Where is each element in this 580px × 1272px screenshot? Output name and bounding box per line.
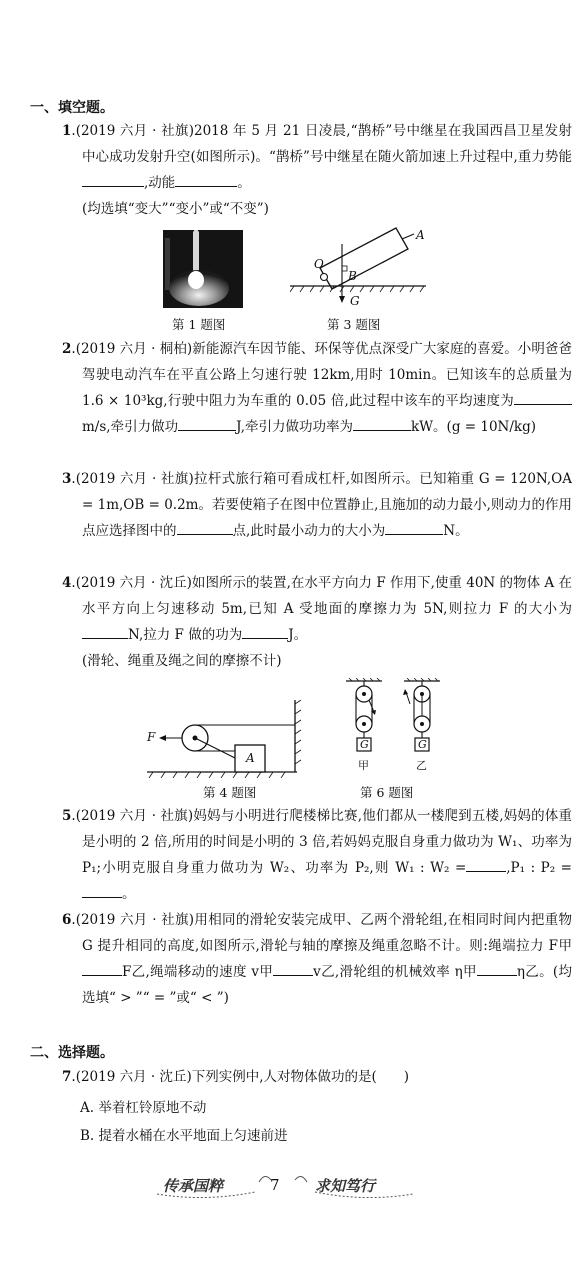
label-gravity-g: G	[350, 294, 360, 308]
answer-blank[interactable]	[82, 883, 122, 898]
question-1	[62, 118, 572, 222]
question-text: m/s,牵引力做功	[82, 419, 179, 435]
question-text: .(2019 六月 · 沈丘)下列实例中,人对物体做功的是( )	[71, 1069, 410, 1085]
question-text: ,动能	[144, 175, 176, 191]
question-text: .(2019 六月 · 桐柏)新能源汽车因节能、环保等优点深受广大家庭的喜爱。小明爸爸驾驶电动汽车在平直公路上匀速行驶 12km,用时 10min。已知该车的总质量为 1.6 × 10³kg,行驶中阻力为车重的 0.05 倍,此过程中该车的平均速度为	[71, 341, 572, 409]
question-number: 4	[62, 575, 72, 591]
figure-3-suitcase-lever	[290, 224, 430, 310]
question-text: .(2019 六月 · 社旗)拉杆式旅行箱可看成杠杆,如图所示。已知箱重 G = 120N,OA = 1m,OB = 0.2m。若要使箱子在图中位置静止,且施加的动力最小,则动力的作用点应选择图中的	[71, 471, 572, 539]
question-text: J。	[288, 627, 308, 643]
question-3	[62, 466, 572, 544]
option-a[interactable]: A. 举着杠铃原地不动	[80, 1100, 207, 1116]
question-text: η乙。(均选填“ > ”“ = ”或“ < ”)	[82, 964, 572, 1006]
question-7	[62, 1064, 572, 1090]
question-text: 。	[122, 886, 136, 902]
answer-blank[interactable]	[514, 390, 572, 405]
option-b[interactable]: B. 提着水桶在水平地面上匀速前进	[80, 1128, 288, 1144]
question-text: .(2019 六月 · 社旗)妈妈与小明进行爬楼梯比赛,他们都从一楼爬到五楼,妈妈的体重是小明的 2 倍,所用的时间是小明的 3 倍,若妈妈克服自身重力做功为 W₁、功率为 P₁;小明克服自身重力做功为 W₂、功率为 P₂,则 W₁ : W₂ =	[71, 808, 572, 876]
question-note: (均选填“变大”“变小”或“不变”)	[82, 201, 269, 217]
question-text: v乙,滑轮组的机械效率 η甲	[313, 964, 477, 980]
question-5	[62, 803, 572, 907]
label-yi: 乙	[416, 759, 427, 772]
label-block-a: A	[246, 751, 255, 765]
label-weight-g-jia: G	[360, 738, 369, 751]
answer-blank[interactable]	[82, 172, 144, 187]
page-number: 7	[270, 1176, 280, 1194]
figure-6-caption: 第 6 题图	[360, 785, 414, 800]
answer-blank[interactable]	[82, 624, 128, 639]
figure-4-pulley-block	[145, 700, 310, 778]
figure-4-caption: 第 4 题图	[203, 785, 257, 800]
label-point-b: B	[348, 269, 357, 283]
section-heading-multiple-choice: 二、选择题。	[30, 1045, 114, 1061]
question-text: N,拉力 F 做的功为	[128, 627, 243, 643]
question-6	[62, 907, 572, 1011]
label-point-o: O	[314, 257, 324, 271]
answer-blank[interactable]	[82, 961, 122, 976]
answer-blank[interactable]	[177, 520, 233, 535]
answer-blank[interactable]	[175, 172, 237, 187]
question-number: 1	[62, 123, 72, 139]
question-text: N。	[443, 523, 469, 539]
answer-blank[interactable]	[178, 416, 236, 431]
label-jia: 甲	[358, 759, 369, 772]
question-text: ,P₁ : P₂ =	[506, 860, 572, 876]
answer-blank[interactable]	[385, 520, 443, 535]
answer-blank[interactable]	[466, 857, 506, 872]
question-4	[62, 570, 572, 674]
question-note: (滑轮、绳重及绳之间的摩擦不计)	[82, 653, 282, 669]
footer-left-slogan: 传承国粹	[163, 1177, 224, 1195]
answer-blank[interactable]	[353, 416, 411, 431]
label-force-f: F	[147, 730, 156, 744]
page-footer	[155, 1172, 415, 1202]
label-point-a: A	[416, 228, 425, 242]
answer-blank[interactable]	[477, 961, 517, 976]
question-number: 3	[62, 471, 72, 487]
figure-6-pulley-systems	[340, 678, 450, 780]
question-text: F乙,绳端移动的速度 v甲	[122, 964, 274, 980]
question-number: 2	[62, 341, 72, 357]
figure-1-caption: 第 1 题图	[172, 317, 226, 332]
question-number: 6	[62, 912, 72, 928]
question-number: 5	[62, 808, 72, 824]
question-2	[62, 336, 572, 440]
footer-right-slogan: 求知笃行	[315, 1177, 376, 1195]
figure-3-caption: 第 3 题图	[327, 317, 381, 332]
section-heading-fill-blank: 一、填空题。	[30, 100, 114, 116]
question-text: .(2019 六月 · 社旗)用相同的滑轮安装完成甲、乙两个滑轮组,在相同时间内把重物 G 提升相同的高度,如图所示,滑轮与轴的摩擦及绳重忽略不计。则:绳端拉力 F甲	[71, 912, 572, 954]
question-number: 7	[62, 1069, 72, 1085]
question-text: .(2019 六月 · 社旗)2018 年 5 月 21 日凌晨,“鹊桥”号中继星在我国西昌卫星发射中心成功发射升空(如图所示)。“鹊桥”号中继星在随火箭加速上升过程中,重力势能	[71, 123, 572, 165]
question-text: 。	[237, 175, 251, 191]
label-weight-g-yi: G	[418, 738, 427, 751]
question-text: 点,此时最小动力的大小为	[232, 523, 386, 539]
question-text: kW。(g = 10N/kg)	[411, 419, 536, 435]
figure-1-rocket-photo	[163, 230, 243, 308]
question-text: .(2019 六月 · 沈丘)如图所示的装置,在水平方向力 F 作用下,使重 40N 的物体 A 在水平方向上匀速移动 5m,已知 A 受地面的摩擦力为 5N,则拉力 F 的大小为	[71, 575, 572, 617]
question-text: J,牵引力做功功率为	[236, 419, 353, 435]
answer-blank[interactable]	[242, 624, 288, 639]
answer-blank[interactable]	[273, 961, 313, 976]
